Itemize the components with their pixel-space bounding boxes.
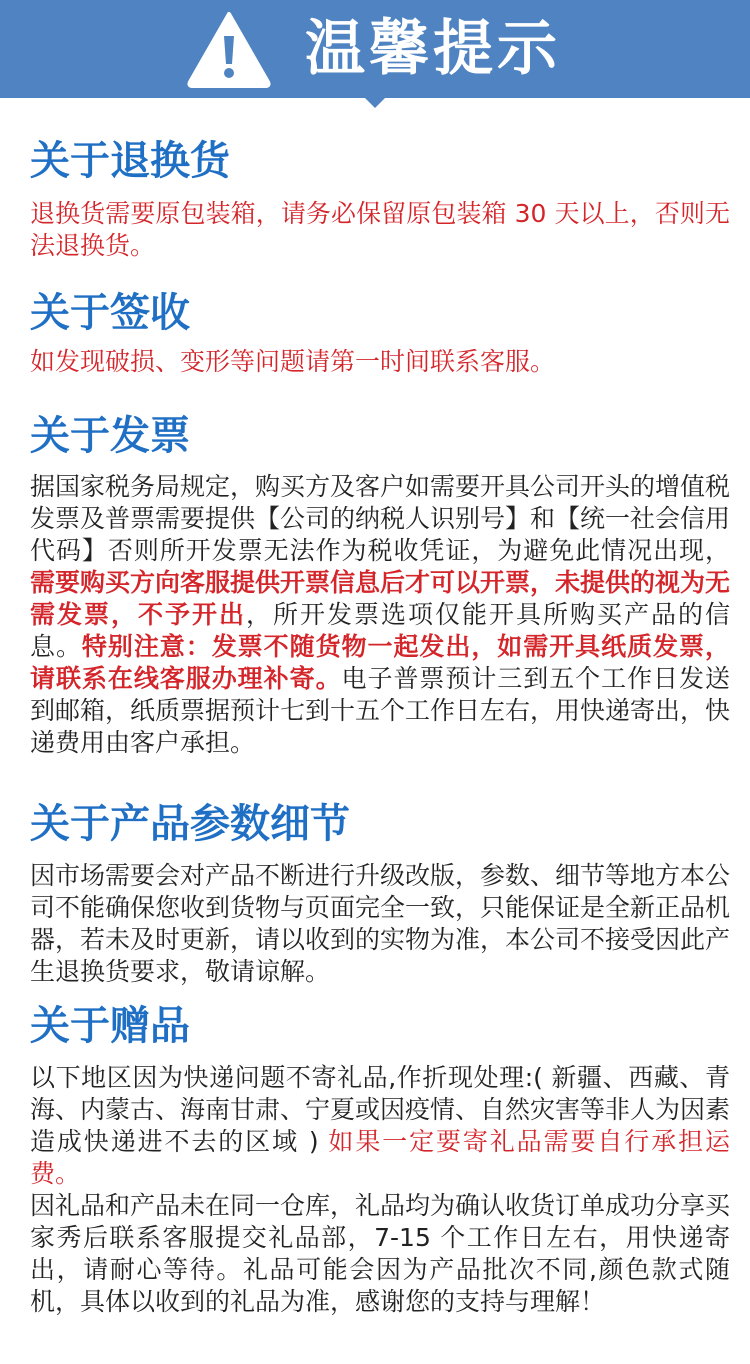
invoice-text-part-2: ，所开发票选项仅能开具所购买产品的信息。 bbox=[30, 600, 730, 661]
header-banner bbox=[0, 0, 750, 98]
section-text-product-details: 因市场需要会对产品不断进行升级改版，参数、细节等地方本公司不能确保您收到货物与页面完全一致，只能保证是全新正品机器，若未及时更新，请以收到的实物为准，本公司不接受因此产生退换货要求，敬请谅解。 bbox=[30, 861, 731, 986]
section-title-returns: 关于退换货 bbox=[30, 138, 230, 184]
section-title-gifts: 关于赠品 bbox=[30, 1003, 190, 1049]
invoice-text-warning: 需要购买方向客服提供开票信息后才可以开票，未提供的视为无需发票，不予开出 bbox=[30, 568, 731, 629]
invoice-text-part-3: 电子普票预计三到五个工作日发送到邮箱，纸质票据预计七到十五个工作日左右，用快递寄出，快递费用由客户承担。 bbox=[30, 664, 731, 757]
section-title-signing: 关于签收 bbox=[30, 290, 190, 336]
warning-triangle-icon bbox=[186, 10, 272, 88]
gifts-text-part-1: 以下地区因为快递问题不寄礼品,作折现处理:( 新疆、西藏、青海、内蒙古、海南甘肃、宁夏或因疫情、自然灾害等非人为因素造成快递进不去的区域 ) bbox=[30, 1063, 731, 1156]
gifts-text-warning: 如果一定要寄礼品需要自行承担运费。 bbox=[30, 1127, 730, 1188]
section-text-gifts bbox=[30, 1062, 730, 1318]
section-title-product-details: 关于产品参数细节 bbox=[30, 801, 350, 847]
section-text-returns: 退换货需要原包装箱，请务必保留原包装箱 30 天以上，否则无法退换货。 bbox=[30, 199, 730, 260]
section-text-signing: 如发现破损、变形等问题请第一时间联系客服。 bbox=[30, 347, 556, 376]
gifts-text-part-2: 因礼品和产品未在同一仓库，礼品均为确认收货订单成功分享买家秀后联系客服提交礼品部，7-15 个工作日左右，用快递寄出，请耐心等待。礼品可能会因为产品批次不同,颜色款式随机，具体以收到的礼品为准，感谢您的支持与理解！ bbox=[30, 1191, 731, 1316]
section-text-invoice bbox=[30, 471, 730, 759]
invoice-text-special-note: 特别注意：发票不随货物一起发出，如需开具纸质发票，请联系在线客服办理补寄。 bbox=[30, 632, 730, 693]
section-title-invoice: 关于发票 bbox=[30, 413, 190, 459]
header-pointer bbox=[363, 96, 387, 108]
page-title: 温馨提示 bbox=[305, 14, 561, 84]
invoice-text-part-1: 据国家税务局规定，购买方及客户如需要开具公司开头的增值税发票及普票需要提供【公司的纳税人识别号】和【统一社会信用代码】否则所开发票无法作为税收凭证，为避免此情况出现， bbox=[30, 472, 731, 565]
